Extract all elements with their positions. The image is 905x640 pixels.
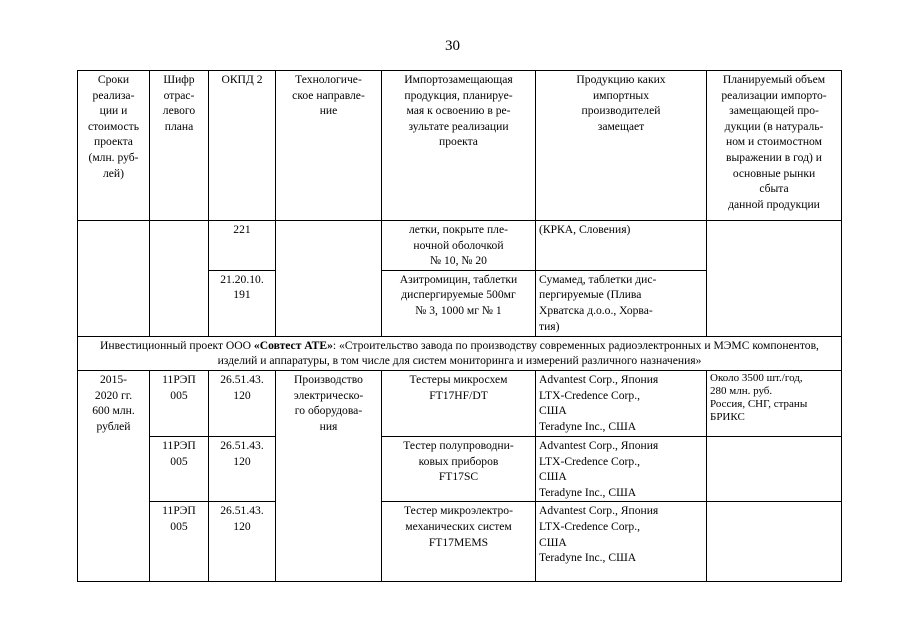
header-planned-volume: Планируемый объем реализации импорто- замещающей про- дукции (в натураль- ном и стоимостном выражении в год) и основные рынки сбыта данной продукции bbox=[707, 71, 842, 221]
product-cell: Тестер полупроводни- ковых приборов FT17SC bbox=[382, 436, 536, 501]
product-cell: Тестер микроэлектро- механических систем FT17MEMS bbox=[382, 502, 536, 582]
product-cell: Азитромицин, таблетки диспергируемые 500мг № 3, 1000 мг № 1 bbox=[382, 270, 536, 336]
table-row bbox=[78, 221, 842, 271]
header-row bbox=[78, 71, 842, 221]
table-row bbox=[78, 370, 842, 436]
empty-cell bbox=[707, 221, 842, 337]
okpd-cell: 26.51.43. 120 bbox=[209, 502, 276, 582]
project-title bbox=[78, 336, 842, 370]
plan-code-cell: 11РЭП 005 bbox=[150, 502, 209, 582]
table-row bbox=[78, 436, 842, 501]
import-substitution-table bbox=[77, 70, 842, 582]
page-number: 30 bbox=[445, 38, 460, 54]
empty-cell bbox=[78, 221, 150, 337]
okpd-cell: 221 bbox=[209, 221, 276, 271]
header-timing-cost: Сроки реализа- ции и стоимость проекта (млн. руб- лей) bbox=[78, 71, 150, 221]
planned-volume-cell: Около 3500 шт./год, 280 млн. руб. Россия, СНГ, страны БРИКС bbox=[707, 370, 842, 436]
plan-code-cell: 11РЭП 005 bbox=[150, 370, 209, 436]
plan-code-cell: 11РЭП 005 bbox=[150, 436, 209, 501]
header-plan-code: Шифр отрас- левого плана bbox=[150, 71, 209, 221]
table-row bbox=[78, 502, 842, 582]
okpd-cell: 26.51.43. 120 bbox=[209, 370, 276, 436]
timing-cost-cell: 2015- 2020 гг. 600 млн. рублей bbox=[78, 370, 150, 581]
replaces-cell: Advantest Corp., Япония LTX-Credence Corp., США Teradyne Inc., США bbox=[536, 370, 707, 436]
replaces-cell: (КРКА, Словения) bbox=[536, 221, 707, 271]
product-cell: Тестеры микросхем FT17HF/DT bbox=[382, 370, 536, 436]
project-company: «Совтест АТЕ» bbox=[253, 338, 333, 352]
empty-cell bbox=[276, 221, 382, 337]
okpd-cell: 21.20.10. 191 bbox=[209, 270, 276, 336]
empty-cell bbox=[707, 436, 842, 501]
replaces-cell: Сумамед, таблетки дис- пергируемые (Плива Хрватска д.о.о., Хорва- тия) bbox=[536, 270, 707, 336]
product-cell: летки, покрыте пле- ночной оболочкой № 10, № 20 bbox=[382, 221, 536, 271]
project-description: : «Строительство завода по производству современных радиоэлектронных и МЭМС компонентов, изделий и аппаратуры, в том числе для систем мониторинга и измерений различного назначения» bbox=[217, 338, 819, 368]
replaces-cell: Advantest Corp., Япония LTX-Credence Corp., США Teradyne Inc., США bbox=[536, 436, 707, 501]
project-prefix: Инвестиционный проект ООО bbox=[100, 338, 254, 352]
header-product: Импортозамещающая продукция, планируе- мая к освоению в ре- зультате реализации проекта bbox=[382, 71, 536, 221]
empty-cell bbox=[707, 502, 842, 582]
project-title-row bbox=[78, 336, 842, 370]
header-replaced-producers: Продукцию каких импортных производителей замещает bbox=[536, 71, 707, 221]
header-okpd: ОКПД 2 bbox=[209, 71, 276, 221]
okpd-cell: 26.51.43. 120 bbox=[209, 436, 276, 501]
header-tech-direction: Технологиче- ское направле- ние bbox=[276, 71, 382, 221]
empty-cell bbox=[150, 221, 209, 337]
tech-direction-cell: Производство электрическо- го оборудова- ния bbox=[276, 370, 382, 581]
replaces-cell: Advantest Corp., Япония LTX-Credence Corp., США Teradyne Inc., США bbox=[536, 502, 707, 582]
